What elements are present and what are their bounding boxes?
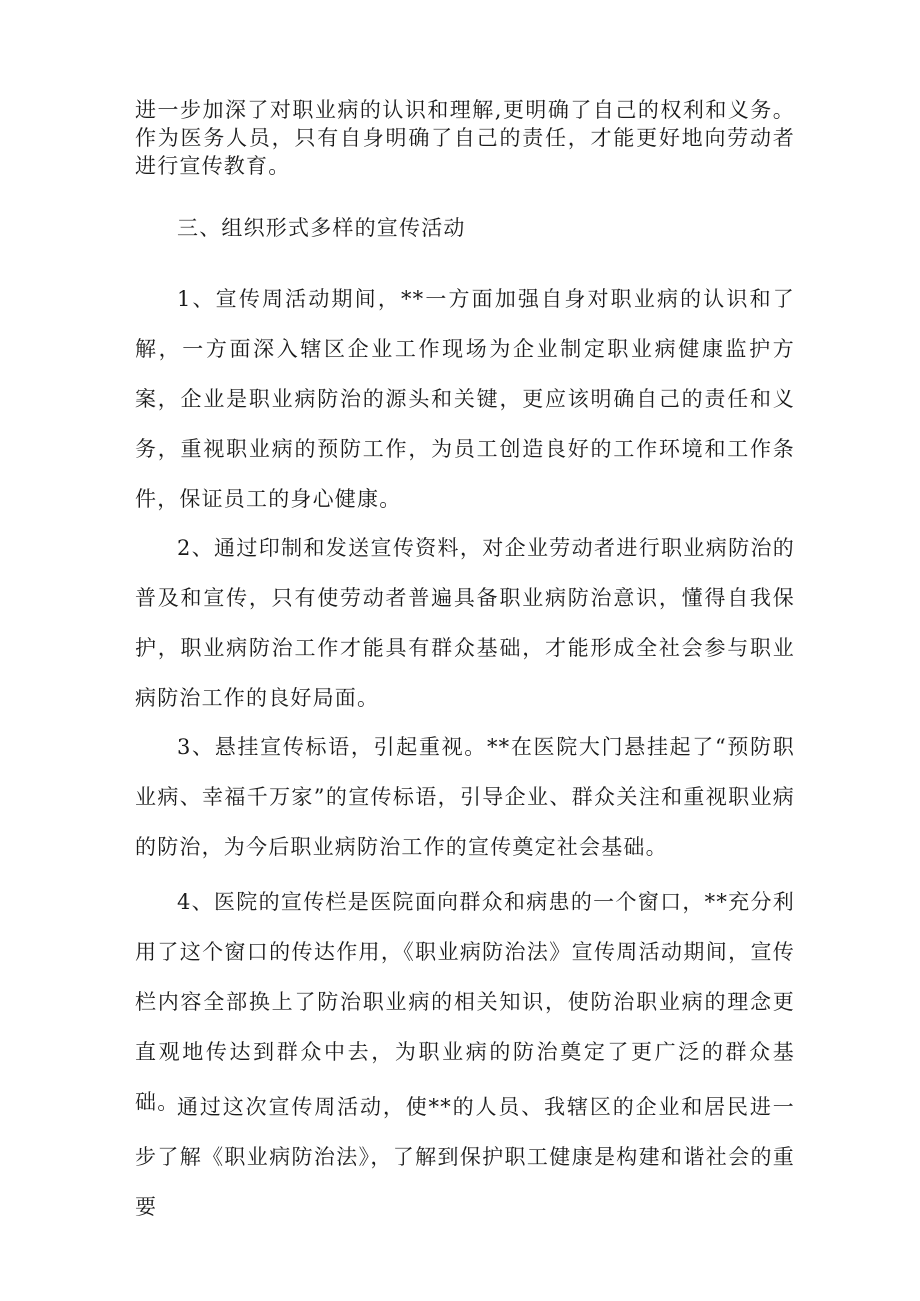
paragraph-item-1: 1、宣传周活动期间，**一方面加强自身对职业病的认识和了解，一方面深入辖区企业工作现场为企业制定职业病健康监护方案，企业是职业病防治的源头和关键，更应该明确自己的责任和义务，重视职业病的预防工作，为员工创造良好的工作环境和工作条件，保证员工的身心健康。 [135,287,795,511]
paragraph-item-2: 2、通过印制和发送宣传资料，对企业劳动者进行职业病防治的普及和宣传，只有使劳动者普遍具备职业病防治意识，懂得自我保护，职业病防治工作才能具有群众基础，才能形成全社会参与职业病防治工作的良好局面。 [135,536,795,710]
paragraph-item-3: 3、悬挂宣传标语，引起重视。**在医院大门悬挂起了“预防职业病、幸福千万家”的宣传标语，引导企业、群众关注和重视职业病的防治，为今后职业病防治工作的宣传奠定社会基础。 [135,735,795,859]
paragraph-summary: 通过这次宣传周活动，使**的人员、我辖区的企业和居民进一步了解《职业病防治法》，了解到保护职工健康是构建和谐社会的重要 [135,1095,795,1219]
paragraph-intro: 进一步加深了对职业病的认识和理解,更明确了自己的权利和义务。作为医务人员，只有自身明确了自己的责任，才能更好地向劳动者进行宣传教育。 [135,98,795,178]
section-heading: 三、组织形式多样的宣传活动 [177,216,466,240]
paragraph-item-4: 4、医院的宣传栏是医院面向群众和病患的一个窗口，**充分利用了这个窗口的传达作用，《职业病防治法》宣传周活动期间，宣传栏内容全部换上了防治职业病的相关知识，使防治职业病的理念更直观地传达到群众中去，为职业病的防治奠定了更广泛的群众基础。 [135,890,795,1114]
